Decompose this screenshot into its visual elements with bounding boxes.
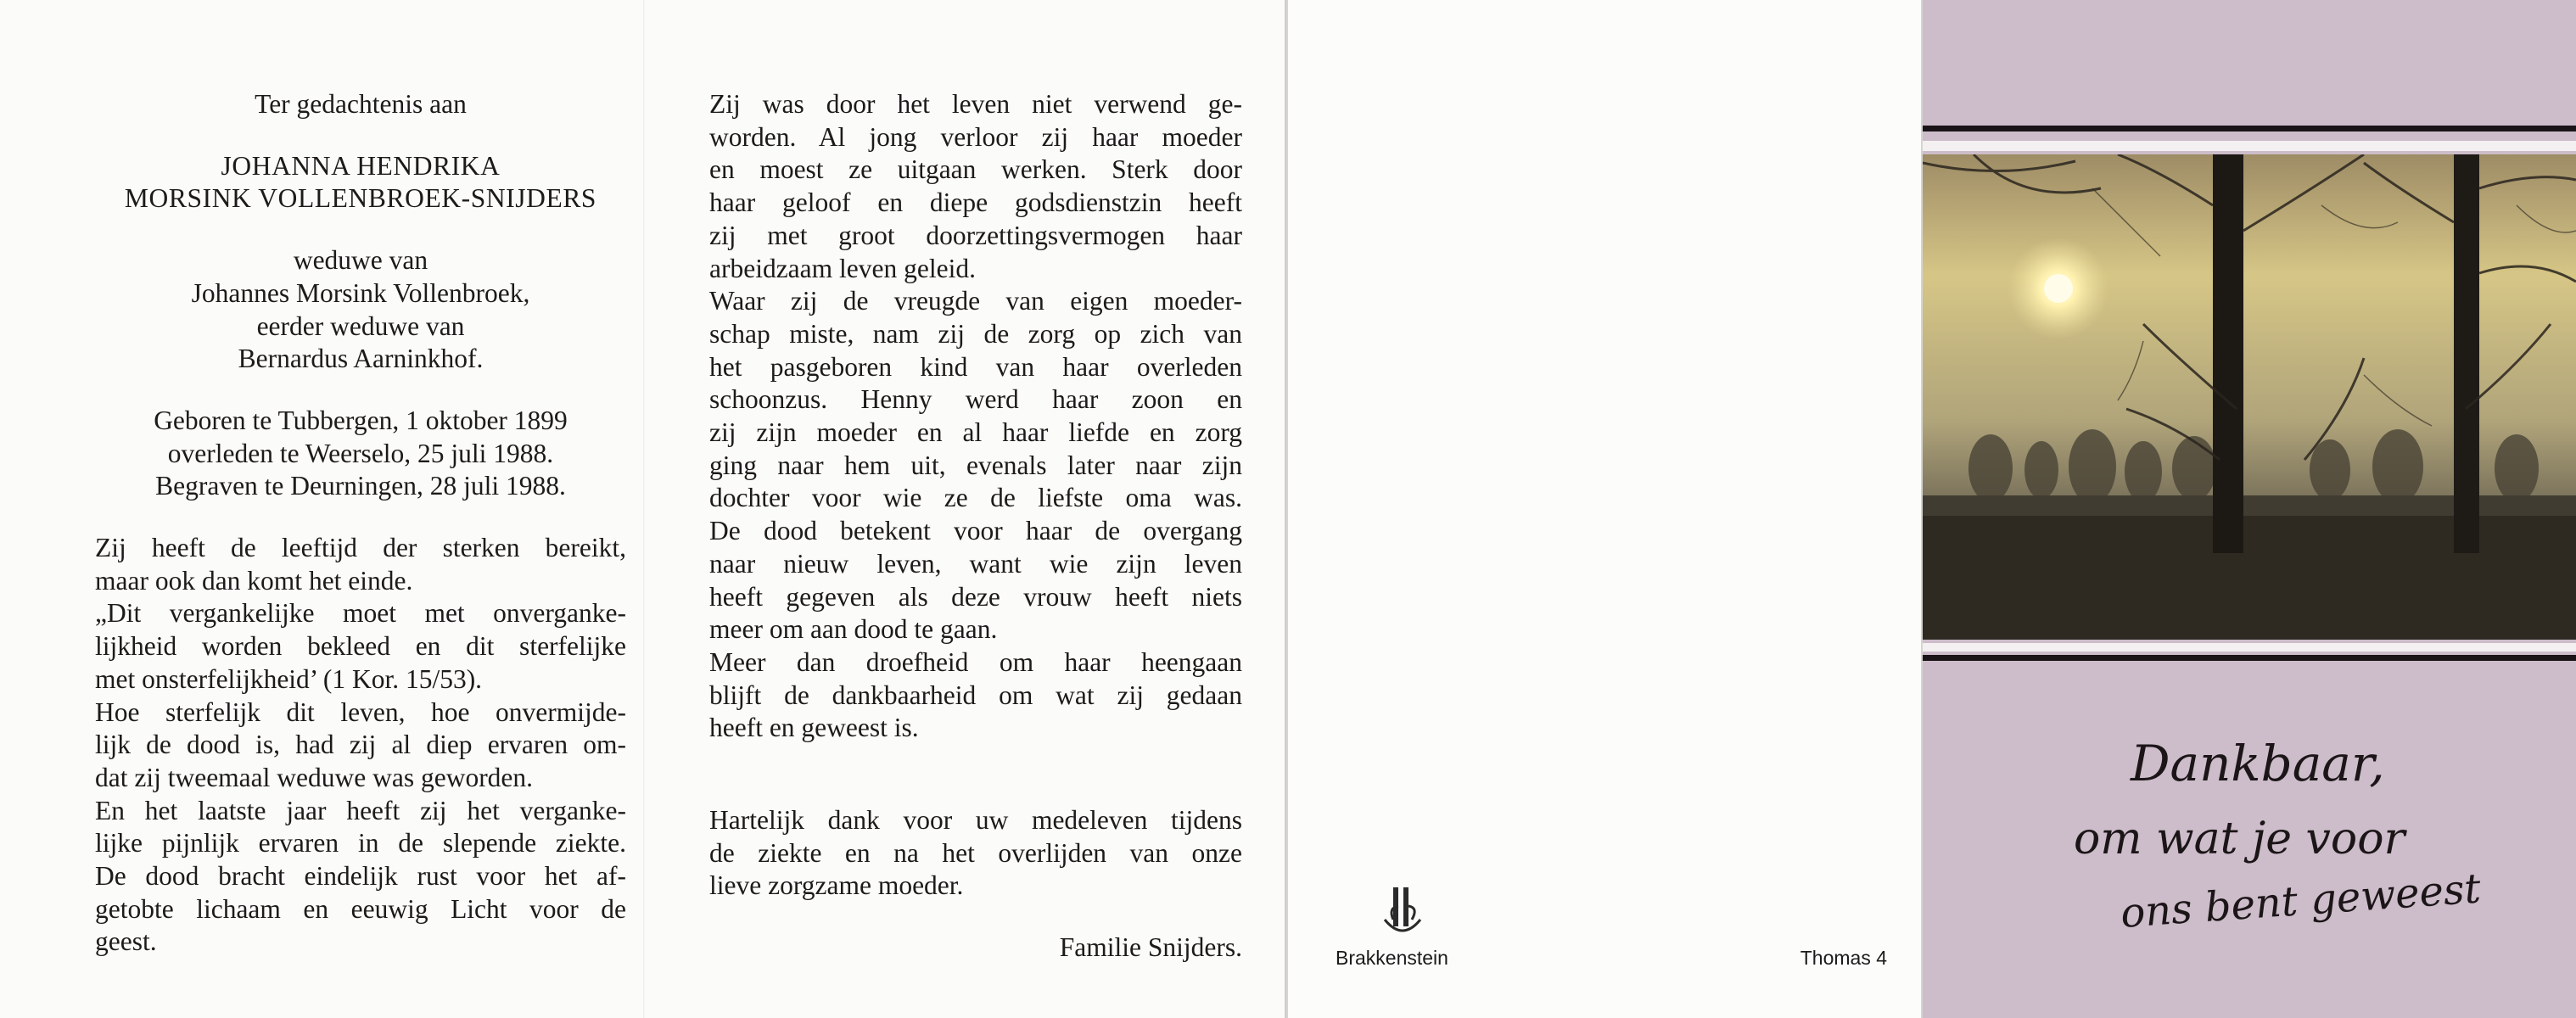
deceased-name-line-1: JOHANNA HENDRIKA [221, 150, 501, 181]
body-line: haar geloof en diepe godsdienstzin heeft [709, 187, 1242, 218]
family-signature: Familie Snijders. [1059, 932, 1242, 963]
thanks-line: lieve zorgzame moeder. [709, 870, 964, 901]
inner-spread [0, 0, 1286, 1018]
verse-line: Zij heeft de leeftijd der sterken bereikt, [95, 533, 626, 563]
body-line: blijft de dankbaarheid om wat zij gedaan [709, 680, 1242, 710]
verse-line: lijkheid worden bekleed en dit sterfelijke [95, 631, 626, 662]
left-column [95, 88, 626, 959]
motto-line-1: Dankbaar, [2131, 735, 2385, 792]
body-line: Zij was door het leven niet verwend ge- [709, 89, 1242, 119]
bottom-white-rule [1923, 643, 2576, 652]
date-line: Geboren te Tubbergen, 1 oktober 1899 [154, 405, 568, 435]
widow-line: Bernardus Aarninkhof. [238, 344, 484, 374]
body-line: schap miste, nam zij de zorg op zich van [709, 318, 1242, 349]
memorial-header: Ter gedachtenis aan [255, 89, 467, 119]
verse-line: maar ook dan komt het einde. [95, 565, 413, 596]
motto [1923, 731, 2576, 952]
verse-line: lijk de dood is, had zij al diep ervaren om- [95, 730, 626, 760]
body-line: arbeidzaam leven geleid. [709, 253, 976, 283]
body-line: Meer dan droefheid om haar heengaan [709, 646, 1242, 677]
body-line: zij met groot doorzettingsvermogen haar [709, 220, 1242, 250]
body-line: ging naar hem uit, evenals later naar zijn [709, 450, 1242, 480]
body-line: zij zijn moeder en al haar liefde en zorg [709, 417, 1242, 448]
verse-line: „Dit vergankelijke moet met onverganke- [95, 598, 626, 629]
publisher-name: Brakkenstein [1336, 947, 1448, 969]
bottom-rule [1923, 655, 2576, 661]
top-rule [1923, 126, 2576, 131]
body-line: schoonzus. Henny werd haar zoon en [709, 384, 1242, 415]
right-column [709, 88, 1242, 965]
verse-line: geest. [95, 926, 157, 957]
top-white-rule [1923, 141, 2576, 151]
card-code: Thomas 4 [1800, 947, 1887, 969]
body-line: worden. Al jong verloor zij haar moeder [709, 121, 1242, 152]
brakkenstein-logo-icon [1373, 882, 1432, 942]
widow-line: weduwe van [293, 245, 428, 276]
widow-line: Johannes Morsink Vollenbroek, [191, 277, 530, 308]
back-cover [1288, 0, 1921, 1018]
date-line: Begraven te Deurningen, 28 juli 1988. [155, 471, 566, 501]
verse-line: met onsterfelijkheid’ (1 Kor. 15/53). [95, 663, 483, 694]
verse-line: getobte lichaam en eeuwig Licht voor de [95, 893, 626, 924]
thanks-line: Hartelijk dank voor uw medeleven tijdens [709, 805, 1242, 836]
body-line: De dood betekent voor haar de overgang [709, 516, 1242, 546]
motto-line-3: ons bent geweest [2119, 864, 2483, 937]
widow-line: eerder weduwe van [256, 310, 465, 341]
body-line: Waar zij de vreugde van eigen moeder- [709, 286, 1242, 316]
body-line: naar nieuw leven, want wie zijn leven [709, 548, 1242, 579]
body-line: het pasgeboren kind van haar overleden [709, 351, 1242, 382]
body-line: dochter voor wie ze de liefste oma was. [709, 483, 1242, 513]
body-line: heeft en geweest is. [709, 713, 919, 743]
body-line: meer om aan dood te gaan. [709, 614, 998, 645]
sunset-trees-photo [1923, 154, 2576, 640]
body-line: en moest ze uitgaan werken. Sterk door [709, 154, 1242, 185]
verse-line: En het laatste jaar heeft zij het verganke- [95, 795, 626, 825]
body-line: heeft gegeven als deze vrouw heeft niets [709, 581, 1242, 612]
deceased-name-line-2: MORSINK VOLLENBROEK-SNIJDERS [124, 183, 597, 214]
front-cover [1923, 0, 2576, 1018]
verse-line: lijke pijnlijk ervaren in de slepende ziekte. [95, 828, 626, 859]
verse-line: dat zij tweemaal weduwe was geworden. [95, 762, 534, 792]
verse-line: Hoe sterfelijk dit leven, hoe onvermijde- [95, 696, 626, 727]
date-line: overleden te Weerselo, 25 juli 1988. [167, 438, 554, 468]
motto-line-2: om wat je voor [2074, 814, 2405, 864]
thanks-line: de ziekte en na het overlijden van onze [709, 837, 1242, 868]
verse-line: De dood bracht eindelijk rust voor het af- [95, 861, 626, 892]
